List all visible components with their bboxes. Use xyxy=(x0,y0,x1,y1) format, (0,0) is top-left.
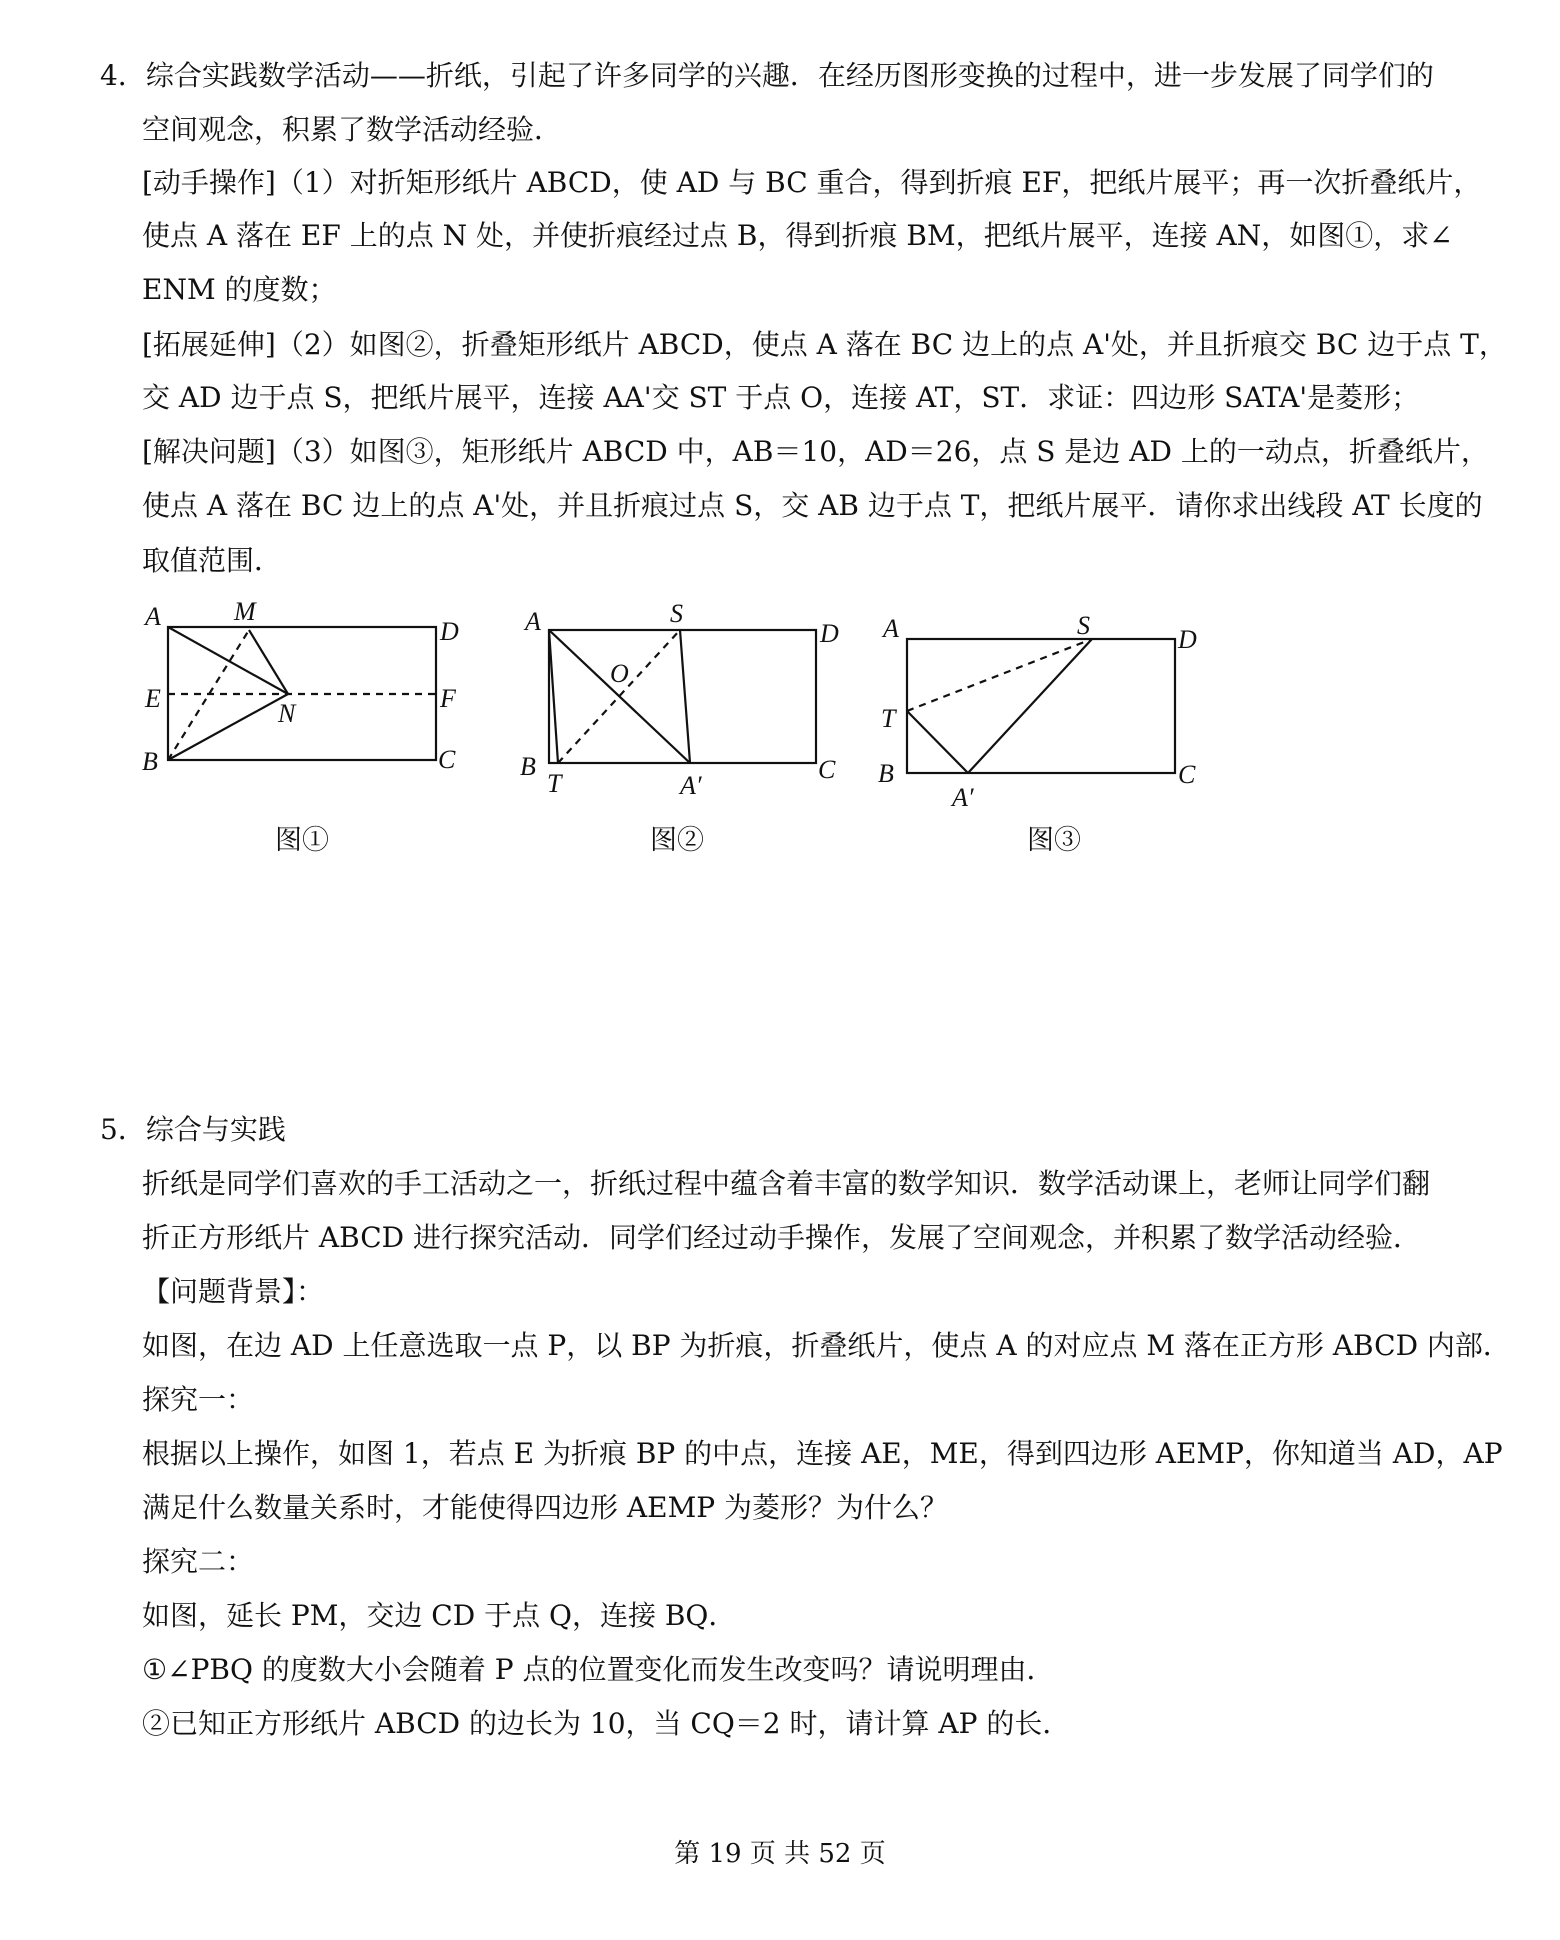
fig2-segment-AA' xyxy=(549,630,690,763)
fig1-rectangle xyxy=(168,627,436,760)
q4-line-6: [拓展延伸]（2）如图②，折叠矩形纸片 ABCD，使点 A 落在 BC 边上的点 A'处，并且折痕交 BC 边于点 T， xyxy=(142,328,1507,361)
fig3-label-T: T xyxy=(881,704,896,733)
q5-line-4: 【问题背景】： xyxy=(142,1275,325,1308)
q5-line-12: ②已知正方形纸片 ABCD 的边长为 10，当 CQ＝2 时，请计算 AP 的长． xyxy=(142,1707,1071,1740)
fig3-label-A: A xyxy=(883,614,899,643)
q4-line-9: 使点 A 落在 BC 边上的点 A'处，并且折痕过点 S，交 AB 边于点 T，把纸片展平．请你求出线段 AT 长度的 xyxy=(142,489,1483,522)
fig2-label-O: O xyxy=(610,659,629,688)
fig3-label-Ap: A′ xyxy=(952,783,974,812)
fig3-segment-SA' xyxy=(968,639,1092,773)
q4-line-2: 空间观念，积累了数学活动经验． xyxy=(142,113,563,146)
fig3-rectangle xyxy=(907,639,1175,773)
page-footer: 第 19 页 共 52 页 xyxy=(674,1839,886,1869)
q5-line-9: 探究二： xyxy=(142,1545,255,1578)
q4-line-3: [动手操作]（1）对折矩形纸片 ABCD，使 AD 与 BC 重合，得到折痕 EF，把纸片展平；再一次折叠纸片， xyxy=(142,166,1482,199)
fig2-label-C: C xyxy=(818,755,836,784)
fig3-caption: 图③ xyxy=(1027,825,1081,856)
fig1-segment-MN xyxy=(249,630,288,694)
fig2-caption: 图② xyxy=(650,825,704,856)
fig1-caption: 图① xyxy=(275,825,329,856)
fig1-label-B: B xyxy=(142,747,158,776)
q5-line-10: 如图，延长 PM，交边 CD 于点 Q，连接 BQ． xyxy=(142,1599,737,1632)
fig1-label-A: A xyxy=(145,602,161,631)
fig1-segment-BN xyxy=(168,694,288,760)
q4-line-4: 使点 A 落在 EF 上的点 N 处，并使折痕经过点 B，得到折痕 BM，把纸片展平，连接 AN，如图①，求∠ xyxy=(142,219,1453,252)
fig3-crease-ST xyxy=(907,639,1092,711)
fig1-segment-AN xyxy=(168,627,288,694)
q5-line-1: 5．综合与实践 xyxy=(100,1113,286,1146)
fig3-segment-TA' xyxy=(907,711,968,773)
fig3-label-C: C xyxy=(1178,760,1196,789)
q5-line-8: 满足什么数量关系时，才能使得四边形 AEMP 为菱形？为什么？ xyxy=(142,1491,948,1524)
q5-line-2: 折纸是同学们喜欢的手工活动之一，折纸过程中蕴含着丰富的数学知识．数学活动课上，老师让同学们翻 xyxy=(142,1167,1431,1200)
fig2-label-S: S xyxy=(670,599,683,628)
fig2-label-Ap: A′ xyxy=(680,771,702,800)
q4-line-10: 取值范围． xyxy=(142,544,283,577)
q4-line-8: [解决问题]（3）如图③，矩形纸片 ABCD 中，AB＝10，AD＝26，点 S 是边 AD 上的一动点，折叠纸片， xyxy=(142,435,1489,468)
q5-line-7: 根据以上操作，如图 1，若点 E 为折痕 BP 的中点，连接 AE，ME，得到四边形 AEMP，你知道当 AD，AP xyxy=(142,1437,1503,1470)
fig1-crease-BM xyxy=(168,630,249,760)
fig1-label-D: D xyxy=(440,617,459,646)
fig2-crease-ST xyxy=(558,630,680,763)
fig3-label-B: B xyxy=(878,759,894,788)
q5-line-6: 探究一： xyxy=(142,1383,255,1416)
fig1-label-M: M xyxy=(234,597,256,626)
q5-line-5: 如图，在边 AD 上任意选取一点 P，以 BP 为折痕，折叠纸片，使点 A 的对应点 M 落在正方形 ABCD 内部． xyxy=(142,1329,1511,1362)
fig2-label-B: B xyxy=(520,752,536,781)
fig2-segment-AT xyxy=(549,630,558,763)
fig2-label-A: A xyxy=(525,607,541,636)
q4-line-7: 交 AD 边于点 S，把纸片展平，连接 AA'交 ST 于点 O，连接 AT，ST．求证：四边形 SATA'是菱形； xyxy=(142,381,1420,414)
q5-line-11: ①∠PBQ 的度数大小会随着 P 点的位置变化而发生改变吗？请说明理由． xyxy=(142,1653,1055,1686)
fig1-label-N: N xyxy=(278,699,296,728)
fig1-label-C: C xyxy=(438,745,456,774)
fig1-label-F: F xyxy=(440,684,456,713)
fig3-label-D: D xyxy=(1178,625,1197,654)
q5-line-3: 折正方形纸片 ABCD 进行探究活动．同学们经过动手操作，发展了空间观念，并积累了数学活动经验． xyxy=(142,1221,1421,1254)
fig3-label-S: S xyxy=(1077,611,1090,640)
fig2-label-T: T xyxy=(547,769,562,798)
fig2-rectangle xyxy=(549,630,816,763)
q4-line-5: ENM 的度数； xyxy=(142,273,337,306)
fig2-segment-SA' xyxy=(680,630,690,763)
fig1-label-E: E xyxy=(145,684,161,713)
q4-line-1: 4．综合实践数学活动——折纸，引起了许多同学的兴趣．在经历图形变换的过程中，进一步发展了同学们的 xyxy=(100,59,1434,92)
fig2-label-D: D xyxy=(820,619,839,648)
